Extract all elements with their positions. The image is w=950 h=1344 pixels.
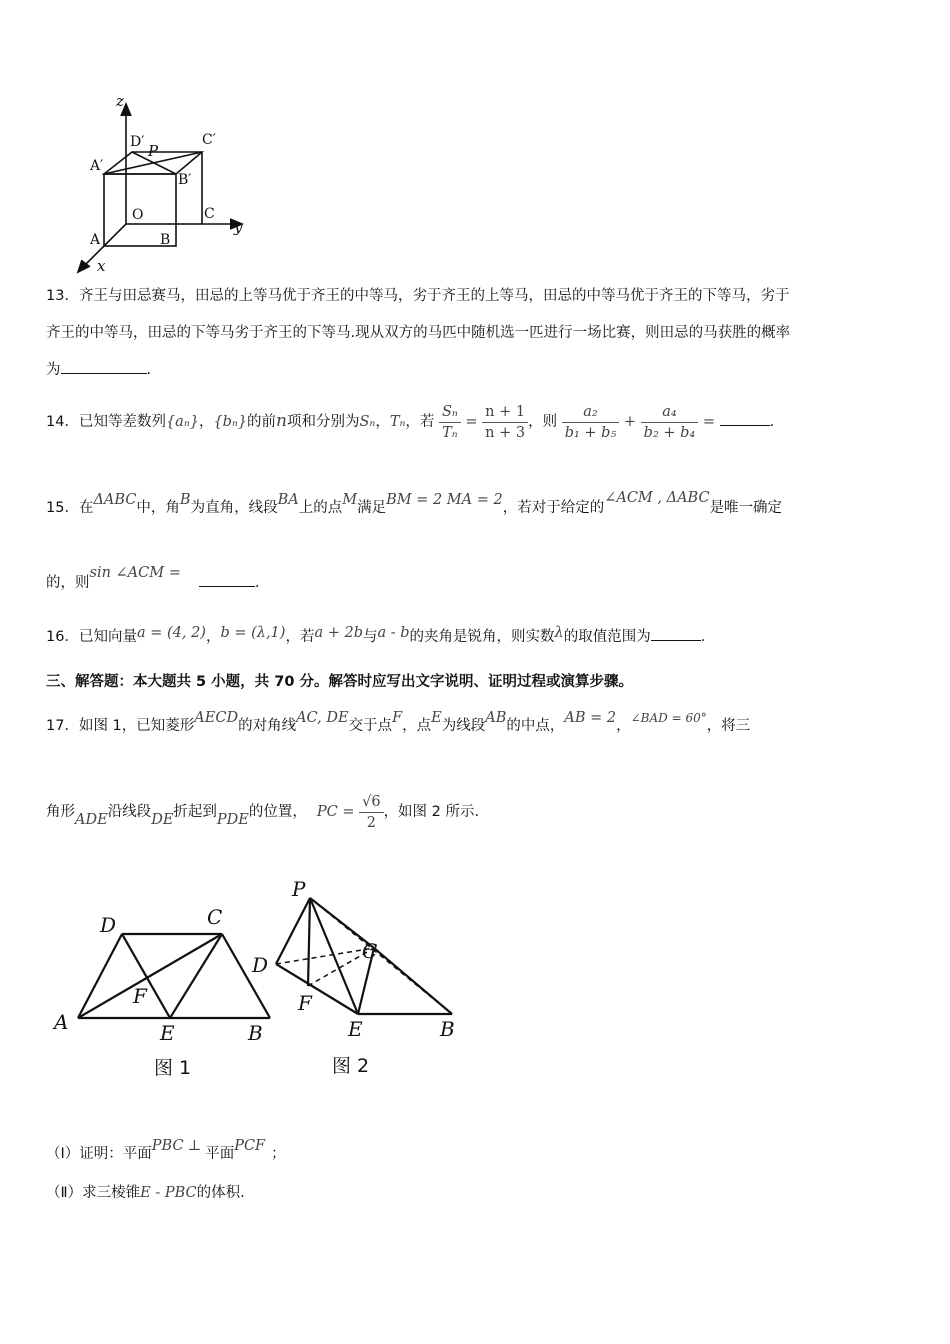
cube-label-b: B [160, 232, 171, 248]
q15-sin-expr: sin ∠ACM = [89, 565, 181, 581]
q14-fraction-n: $\frac{n + 1}{n + 3}$ [482, 402, 528, 443]
q16-answer-blank[interactable] [651, 626, 701, 641]
cube-label-z: z [116, 92, 124, 110]
q14-seq-b: {bₙ} [213, 414, 248, 430]
cube-label-x: x [97, 257, 106, 275]
fig2-label-d: D [252, 953, 269, 977]
cube-label-b1: B′ [178, 172, 192, 188]
q13-line3: 为 . [46, 359, 151, 381]
cube-label-y: y [234, 218, 243, 236]
cube-figure [60, 88, 260, 278]
cube-label-o: O [132, 207, 144, 223]
q13-text1: 齐王与田忌赛马，田忌的上等马优于齐王的中等马，劣于齐王的上等马，田忌的中等马优于齐王的下等马，劣于 [78, 288, 790, 304]
fig1-label-e: E [160, 1021, 175, 1045]
fig1-caption: 图 1 [154, 1057, 192, 1079]
q14-fraction-a4: $\frac{\text{a₄}}{\text{b₂ + b₄}}$ [641, 402, 699, 443]
fig1-label-d: D [100, 913, 117, 937]
q14-answer-blank[interactable] [720, 411, 770, 426]
q15-answer-blank[interactable] [199, 572, 255, 587]
cube-label-d1: D′ [130, 134, 145, 150]
fig1-label-a: A [54, 1010, 69, 1034]
q15-line1: 15．在ΔABC中，角B为直角，线段BA上的点M满足BM = 2 MA = 2，若对于给定的∠ACM , ΔABC是唯一确定 [46, 490, 783, 516]
q13-text2: 齐王的中等马，田忌的下等马劣于齐王的下等马.现从双方的马匹中随机选一匹进行一场比赛，则田忌的马获胜的概率 [46, 325, 791, 341]
q17-part2: （Ⅱ）求三棱锥E - PBC的体积. [46, 1185, 245, 1201]
q13-line1 [46, 285, 789, 307]
cube-label-p: P [148, 142, 159, 160]
fig2-caption: 图 2 [332, 1055, 370, 1077]
q14-seq-a: {aₙ} [165, 414, 199, 430]
figure-2 [250, 876, 480, 1086]
q14-fraction-sn-tn: $\frac{\text{Sₙ}}{\text{Tₙ}}$ [439, 402, 461, 443]
q14-number: 14． [46, 414, 79, 430]
q15-number: 15． [46, 500, 79, 516]
fig2-label-e: E [348, 1017, 363, 1041]
q16-line: 16．已知向量a = (4, 2)，b = (λ,1)，若a + 2b与a - b的夹角是锐角，则实数λ的取值范围为 . [46, 625, 706, 645]
cube-label-a: A [90, 232, 101, 248]
q14-fraction-a2: $\frac{\text{a₂}}{\text{b₁ + b₅}}$ [562, 402, 620, 443]
q15-line2: 的，则sin ∠ACM =. [46, 565, 260, 591]
fig1-label-f: F [133, 984, 147, 1008]
q17-fraction-sqrt6-2: $\frac{√6}{2}$ [359, 792, 383, 833]
q17-part1: （Ⅰ）证明：平面PBC ⊥ 平面PCF ； [46, 1138, 286, 1162]
cube-label-c1: C′ [202, 132, 216, 148]
fig2-label-c: C [362, 939, 378, 963]
q16-number: 16． [46, 629, 79, 645]
cube-label-c: C [204, 206, 215, 222]
cube-label-a1: A′ [90, 158, 104, 174]
q14-line: 14．已知等差数列{aₙ}，{bₙ}的前n项和分别为Sₙ，Tₙ，若 $\frac{\text{Sₙ}}{\text{Tₙ}}$ = $\frac{n + 1}{n + 3}$ ，则 $\frac{\text{a₂}}{\text{b₁ + b₅}}$ + $\frac{\text{a₄}}{\text{b₂ + b₄}}$ = . [46, 403, 775, 441]
q13-text3: 为 [46, 362, 61, 378]
section3-heading: 三、解答题：本大题共 5 小题，共 70 分。解答时应写出文字说明、证明过程或演算步骤。 [46, 674, 633, 690]
q17-line1: 17．如图 1，已知菱形AECD的对角线AC, DE交于点F，点E为线段AB的中点，AB = 2，$^{\angle BAD = 60^\circ}$，将三 [46, 710, 751, 734]
fig2-label-b: B [440, 1017, 455, 1041]
q13-line2 [46, 322, 790, 344]
q13-number: 13． [46, 288, 79, 304]
q13-answer-blank[interactable] [61, 359, 147, 374]
q17-line2: 角形ADE沿线段DE折起到PDE的位置， PC = $\frac{√6}{2}$ ，如图 2 所示. [46, 793, 480, 831]
fig1-label-b: B [248, 1021, 263, 1045]
fig1-label-c: C [207, 905, 223, 929]
fig2-label-f: F [298, 991, 312, 1015]
fig2-label-p: P [292, 877, 306, 901]
q17-number: 17． [46, 718, 79, 734]
